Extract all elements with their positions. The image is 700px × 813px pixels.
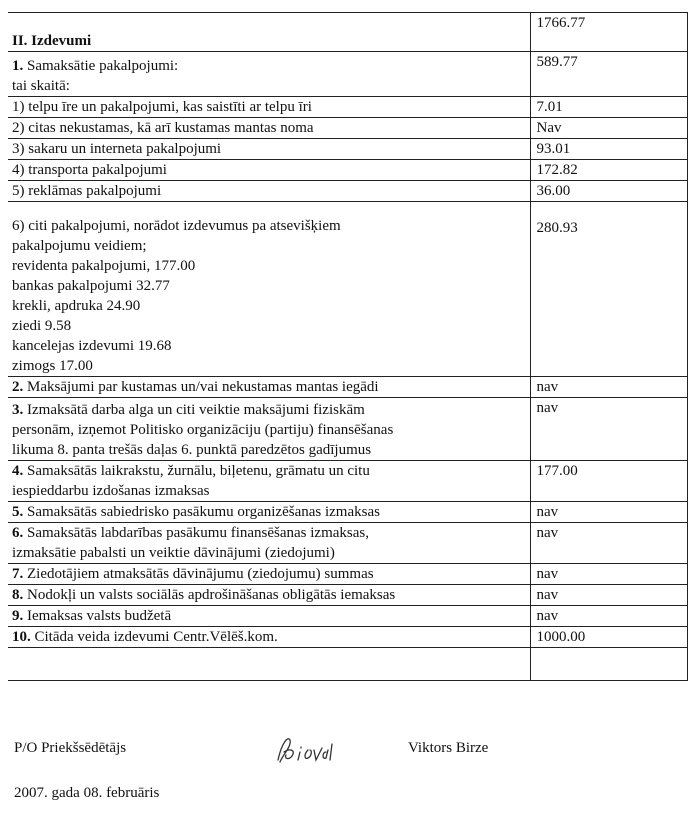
item-value: 7.01: [530, 97, 687, 118]
item-value: 172.82: [530, 160, 687, 181]
section-1-value: 589.77: [530, 52, 687, 97]
section-text: Maksājumi par kustamas un/vai nekustamas mantas iegādi: [27, 379, 379, 395]
section-text: Iemaksas valsts budžetā: [27, 608, 172, 624]
section-value: 177.00: [530, 461, 687, 502]
item-6-detail: revidenta pakalpojumi, 177.00: [12, 258, 196, 274]
section-text: Ziedotājiem atmaksātās dāvinājumu (ziedojumu) summas: [27, 566, 374, 582]
top-value: 1766.77: [530, 13, 687, 52]
empty-row: [8, 648, 687, 681]
section-8-row: [8, 585, 687, 606]
section-6-row: [8, 523, 687, 564]
section-header-row: [8, 13, 687, 52]
item-6-label: [8, 202, 530, 377]
section-1-text: Samaksātie pakalpojumi:: [27, 58, 179, 74]
section-value: nav: [530, 564, 687, 585]
section-value: nav: [530, 585, 687, 606]
item-6-detail: bankas pakalpojumi 32.77: [12, 278, 170, 294]
section-3-label: [8, 398, 530, 461]
section-num: 7.: [12, 566, 24, 582]
item-label: 5) reklāmas pakalpojumi: [8, 181, 530, 202]
section-9-label: [8, 606, 530, 627]
section-text: Samaksātās sabiedrisko pasākumu organizēšanas izmaksas: [27, 504, 380, 520]
section-text: Nodokļi un valsts sociālās apdrošināšanas obligātās iemaksas: [27, 587, 396, 603]
section-10-label: [8, 627, 530, 648]
section-7-row: [8, 564, 687, 585]
item-value: 93.01: [530, 139, 687, 160]
section-text: Samaksātās laikrakstu, žurnālu, biļetenu, grāmatu un citu: [27, 463, 370, 479]
item-row-3: [8, 139, 687, 160]
section-num: 3.: [12, 402, 24, 418]
section-3-row: [8, 398, 687, 461]
section-value: nav: [530, 606, 687, 627]
section-2-row: [8, 377, 687, 398]
section-4-label: [8, 461, 530, 502]
section-text: Citāda veida izdevumi Centr.Vēlēš.kom.: [34, 629, 278, 645]
empty-cell: [8, 648, 530, 681]
item-6-line1: 6) citi pakalpojumi, norādot izdevumus pa atsevišķiem: [12, 218, 341, 234]
item-label: 2) citas nekustamas, kā arī kustamas mantas noma: [8, 118, 530, 139]
item-6-detail: kancelejas izdevumi 19.68: [12, 338, 172, 354]
section-5-row: [8, 502, 687, 523]
section-1-row: [8, 52, 687, 97]
item-value: 36.00: [530, 181, 687, 202]
section-1-label: [8, 52, 530, 97]
item-row-4: [8, 160, 687, 181]
section-num: 6.: [12, 525, 24, 541]
item-row-5: [8, 181, 687, 202]
item-row-2: [8, 118, 687, 139]
section-num: 5.: [12, 504, 24, 520]
expenses-table: [8, 12, 688, 681]
section-4-row: [8, 461, 687, 502]
section-text: Izmaksātā darba alga un citi veiktie maksājumi fiziskām: [27, 402, 365, 418]
section-text: izmaksātie pabalsti un veiktie dāvinājumi (ziedojumi): [12, 545, 335, 561]
section-1-num: 1.: [12, 58, 24, 74]
section-5-label: [8, 502, 530, 523]
section-8-label: [8, 585, 530, 606]
item-value: Nav: [530, 118, 687, 139]
section-text: likuma 8. panta trešās daļas 6. punktā paredzētos gadījumus: [12, 442, 372, 458]
section-text: Samaksātās labdarības pasākumu finansēšanas izmaksas,: [27, 525, 369, 541]
section-value: nav: [530, 398, 687, 461]
item-label: 4) transporta pakalpojumi: [8, 160, 530, 181]
section-num: 2.: [12, 379, 24, 395]
item-row-1: [8, 97, 687, 118]
item-6-detail: zimogs 17.00: [12, 358, 93, 374]
item-label: 3) sakaru un interneta pakalpojumi: [8, 139, 530, 160]
section-7-label: [8, 564, 530, 585]
document-date: 2007. gada 08. februāris: [14, 785, 160, 801]
section-value: nav: [530, 502, 687, 523]
section-title: [8, 13, 530, 52]
item-6-detail: krekli, apdruka 24.90: [12, 298, 141, 314]
section-num: 9.: [12, 608, 24, 624]
signatory-role: P/O Priekšsēdētājs: [14, 740, 127, 756]
section-value: 1000.00: [530, 627, 687, 648]
signature-image: [270, 730, 350, 770]
section-10-row: [8, 627, 687, 648]
section-text: personām, izņemot Politisko organizāciju (partiju) finansēšanas: [12, 422, 394, 438]
section-title-text: II. Izdevumi: [12, 33, 92, 49]
item-row-6: [8, 202, 687, 377]
section-num: 8.: [12, 587, 24, 603]
item-6-detail: ziedi 9.58: [12, 318, 72, 334]
signatory-name: Viktors Birze: [408, 740, 489, 756]
section-value: nav: [530, 523, 687, 564]
section-num: 10.: [12, 629, 31, 645]
section-value: nav: [530, 377, 687, 398]
section-9-row: [8, 606, 687, 627]
section-2-label: [8, 377, 530, 398]
section-num: 4.: [12, 463, 24, 479]
item-label: 1) telpu īre un pakalpojumi, kas saistīti ar telpu īri: [8, 97, 530, 118]
section-1-sublabel: tai skaitā:: [12, 78, 70, 94]
item-6-line2: pakalpojumu veidiem;: [12, 238, 147, 254]
section-text: iespieddarbu izdošanas izmaksas: [12, 483, 210, 499]
empty-cell: [530, 648, 687, 681]
section-6-label: [8, 523, 530, 564]
item-6-value: 280.93: [530, 202, 687, 377]
